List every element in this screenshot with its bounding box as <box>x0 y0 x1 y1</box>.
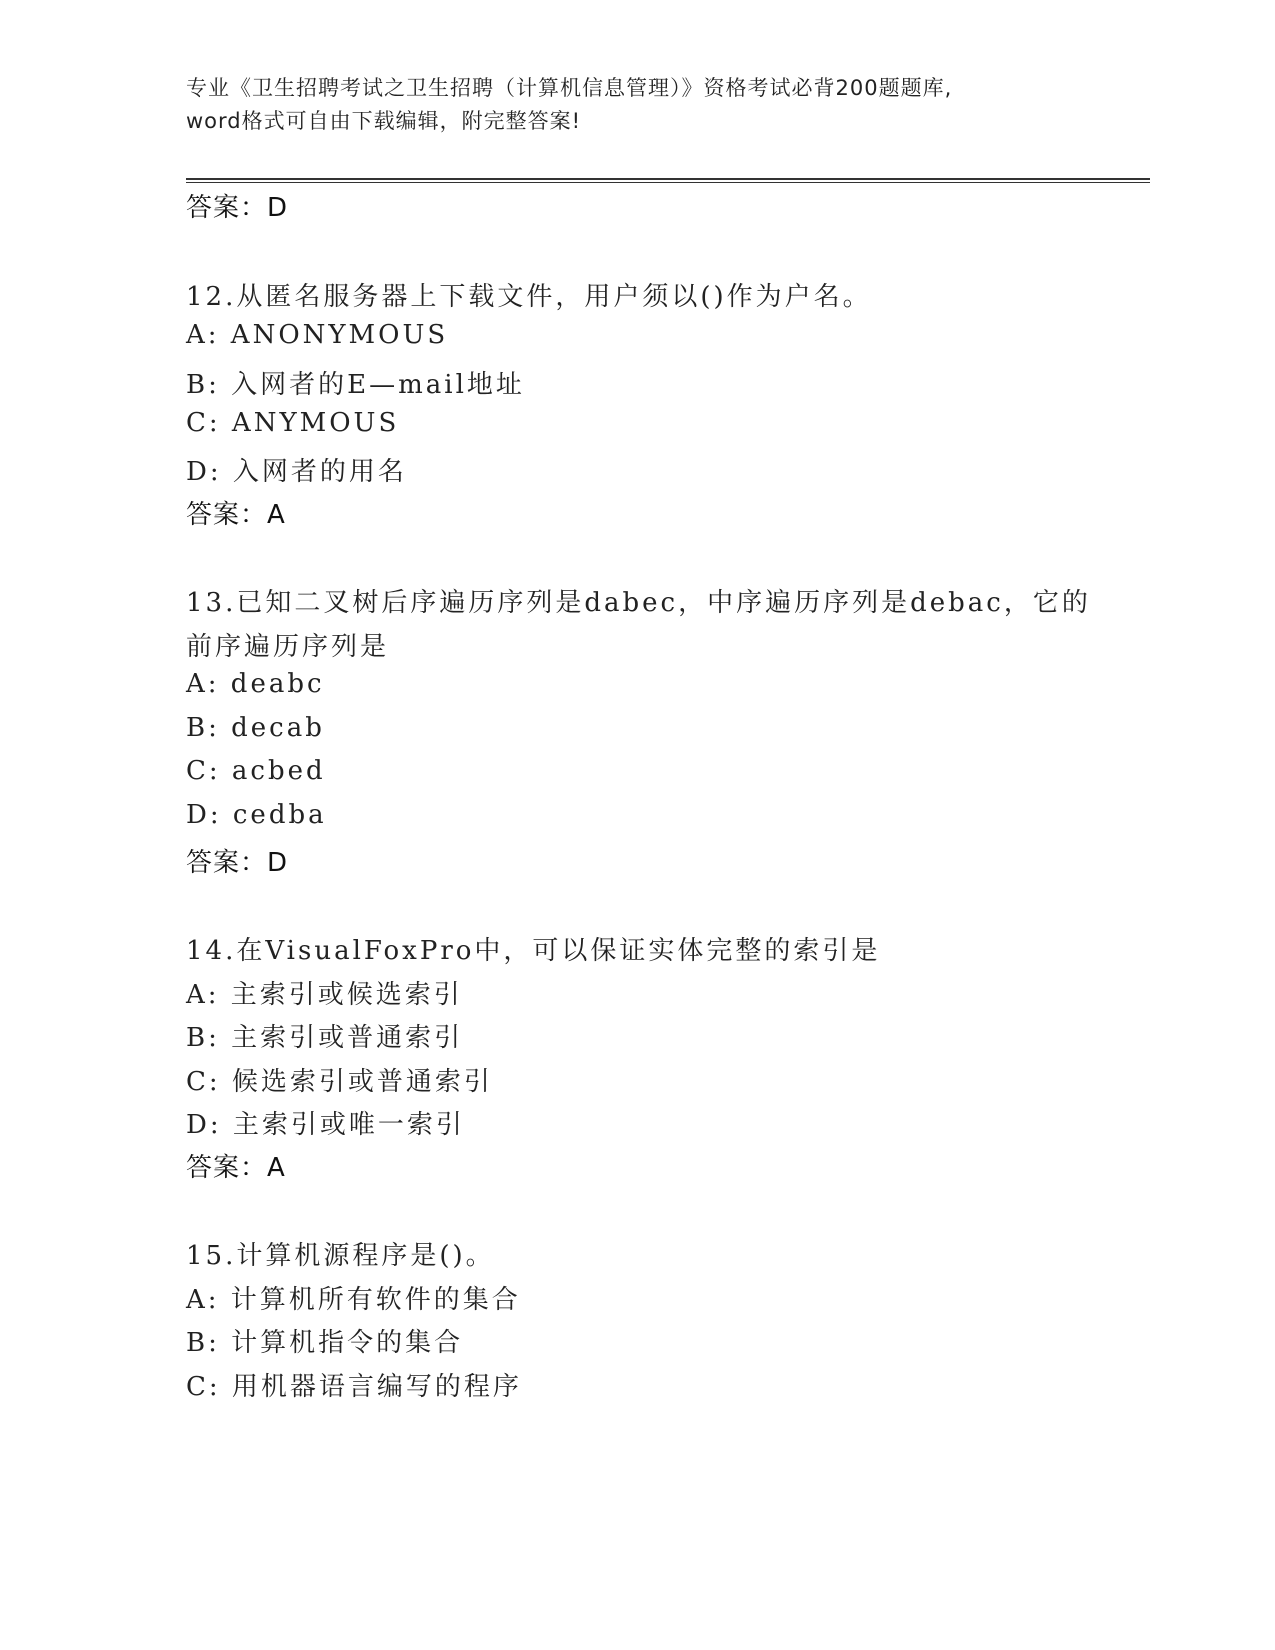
question-12-option-c: C: ANYMOUS <box>186 408 400 438</box>
question-12-option-b: B: 入网者的E—mail地址 <box>186 370 525 400</box>
question-12-option-a: A: ANONYMOUS <box>186 320 449 350</box>
question-13-answer: 答案：D <box>186 848 289 878</box>
question-13-option-d: D: cedba <box>186 800 327 830</box>
question-14-option-a: A: 主索引或候选索引 <box>186 980 463 1010</box>
header-divider <box>186 178 1150 183</box>
question-13-stem-line-2: 前序遍历序列是 <box>186 632 390 662</box>
question-14-stem: 14.在VisualFoxPro中，可以保证实体完整的索引是 <box>186 936 881 966</box>
question-14-option-c: C: 候选索引或普通索引 <box>186 1067 493 1097</box>
question-14-option-b: B: 主索引或普通索引 <box>186 1023 464 1053</box>
question-15-option-b: B: 计算机指令的集合 <box>186 1328 464 1358</box>
question-12-option-d: D: 入网者的用名 <box>186 457 407 487</box>
question-15-stem: 15.计算机源程序是()。 <box>186 1241 495 1271</box>
question-12-stem: 12.从匿名服务器上下载文件，用户须以()作为户名。 <box>186 282 872 312</box>
answer-previous: 答案：D <box>186 193 289 223</box>
question-13-option-b: B: decab <box>186 713 325 743</box>
question-13-option-a: A: deabc <box>186 669 325 699</box>
question-13-option-c: C: acbed <box>186 756 326 786</box>
document-header <box>186 72 1086 138</box>
header-line-2: word格式可自由下载编辑，附完整答案! <box>186 109 582 133</box>
header-line-1: 专业《卫生招聘考试之卫生招聘（计算机信息管理）》资格考试必背200题题库, <box>186 76 953 100</box>
question-14-option-d: D: 主索引或唯一索引 <box>186 1110 465 1140</box>
question-12-answer: 答案：A <box>186 500 286 530</box>
question-13-stem-line-1: 13.已知二叉树后序遍历序列是dabec，中序遍历序列是debac，它的 <box>186 588 1091 618</box>
question-15-option-a: A: 计算机所有软件的集合 <box>186 1285 521 1315</box>
question-14-answer: 答案：A <box>186 1153 286 1183</box>
question-15-option-c: C: 用机器语言编写的程序 <box>186 1372 522 1402</box>
